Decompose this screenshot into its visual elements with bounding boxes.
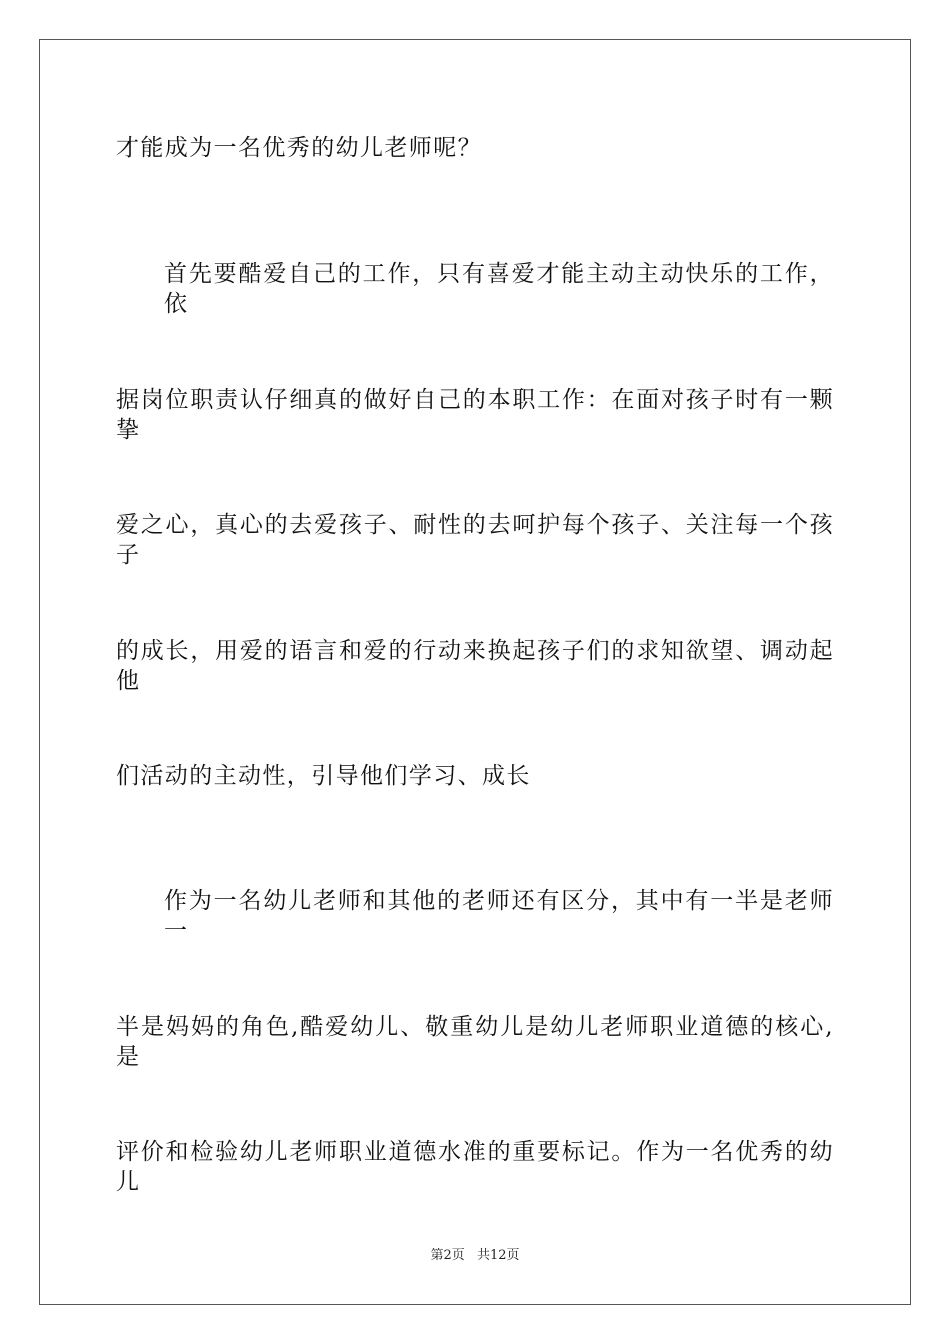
text-line: 据岗位职责认仔细真的做好自己的本职工作：在面对孩子时有一颗挚	[116, 387, 834, 443]
paragraph-first-line: 首先要酷爱自己的工作，只有喜爱才能主动主动快乐的工作，依	[164, 261, 834, 317]
paragraph-first-line: 作为一名幼儿老师和其他的老师还有区分，其中有一半是老师一	[164, 888, 834, 944]
page-footer	[0, 1247, 950, 1265]
text-line: 半是妈妈的角色,酷爱幼儿、敬重幼儿是幼儿老师职业道德的核心,是	[116, 1014, 834, 1070]
page-number: 第2页	[430, 1248, 465, 1263]
page-total: 共12页	[476, 1248, 520, 1263]
text-line: 们活动的主动性，引导他们学习、成长	[116, 763, 531, 789]
text-line: 评价和检验幼儿老师职业道德水准的重要标记。作为一名优秀的幼儿	[116, 1139, 834, 1195]
page-border	[39, 39, 911, 1305]
text-line: 才能成为一名优秀的幼儿老师呢？	[116, 135, 482, 161]
text-line: 的成长，用爱的语言和爱的行动来换起孩子们的求知欲望、调动起他	[116, 638, 834, 694]
text-line: 爱之心，真心的去爱孩子、耐性的去呵护每个孩子、关注每一个孩子	[116, 512, 834, 568]
